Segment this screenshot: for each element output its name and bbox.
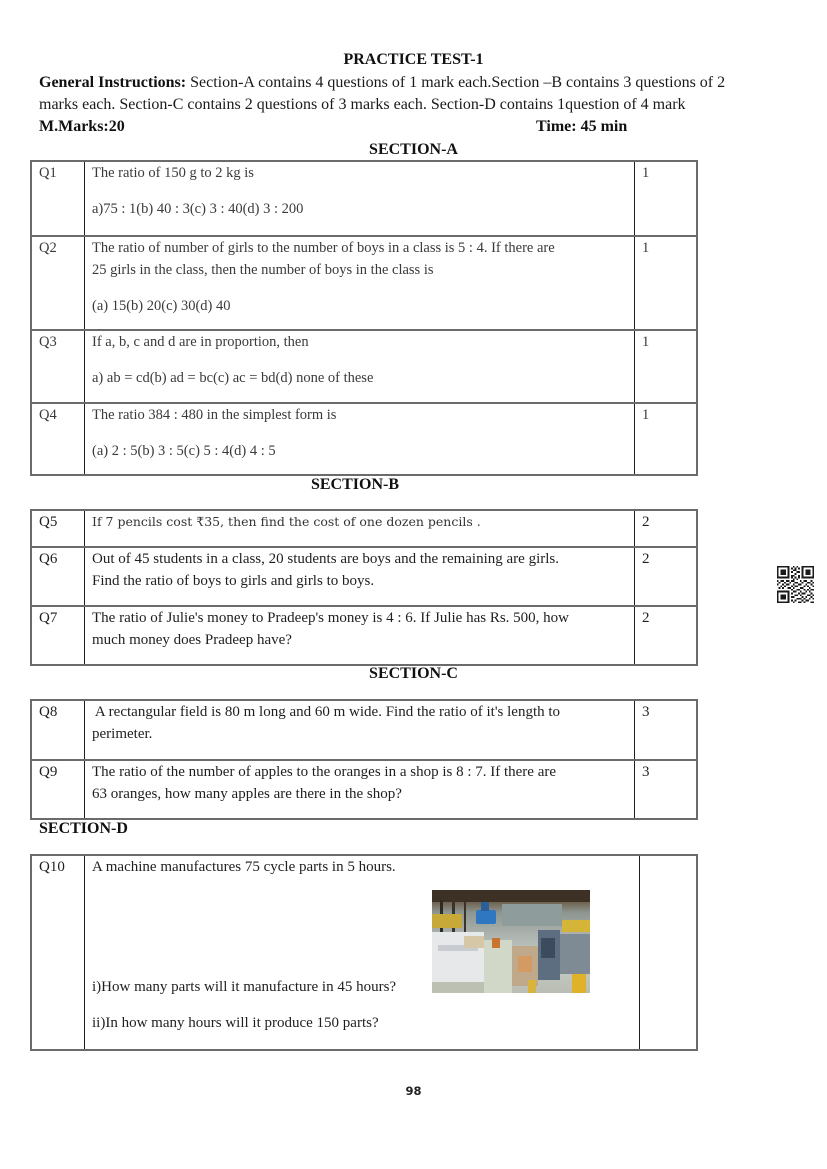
question-number: Q10 xyxy=(39,859,65,875)
question-body xyxy=(84,548,634,605)
question-marks xyxy=(639,856,696,1049)
question-text: The ratio of number of girls to the number of boys in a class is 5 : 4. If there are xyxy=(92,240,555,256)
page-number: 98 xyxy=(405,1084,422,1098)
sub-question-2: ii)In how many hours will it produce 150 parts? xyxy=(92,1015,379,1031)
question-row-q7 xyxy=(32,605,696,664)
question-body xyxy=(84,761,634,818)
question-row-q8 xyxy=(32,701,696,759)
question-marks: 3 xyxy=(634,761,696,818)
question-text: If a, b, c and d are in proportion, then xyxy=(92,334,309,350)
question-marks: 2 xyxy=(634,607,696,664)
question-number: Q7 xyxy=(39,610,58,626)
question-text: perimeter. xyxy=(92,726,153,742)
section-b-title: SECTION-B xyxy=(310,476,400,493)
section-d-table xyxy=(30,854,698,1051)
question-marks: 3 xyxy=(634,701,696,759)
question-number: Q8 xyxy=(39,704,58,720)
question-options: a) ab = cd(b) ad = bc(c) ac = bd(d) none of these xyxy=(92,370,374,386)
section-b-table xyxy=(30,509,698,666)
question-text: The ratio of the number of apples to the oranges in a shop is 8 : 7. If there are xyxy=(92,764,557,780)
question-row-q9 xyxy=(32,759,696,818)
sub-question-1: i)How many parts will it manufacture in 45 hours? xyxy=(92,979,397,995)
question-marks: 1 xyxy=(634,331,696,402)
question-row-q10 xyxy=(32,856,696,1049)
question-options: (a) 15(b) 20(c) 30(d) 40 xyxy=(92,298,231,314)
question-text: The ratio 384 : 480 in the simplest form is xyxy=(92,407,337,423)
question-body xyxy=(84,237,634,329)
section-c-title: SECTION-C xyxy=(369,665,458,682)
question-text: much money does Pradeep have? xyxy=(92,632,292,648)
question-marks: 2 xyxy=(634,511,696,546)
general-instructions-line-2: marks each. Section-C contains 2 questions of 3 marks each. Section-D contains 1question of 4 mark xyxy=(39,96,686,113)
question-text: 25 girls in the class, then the number of boys in the class is xyxy=(92,262,434,278)
question-row-q1 xyxy=(32,162,696,235)
qr-code-icon xyxy=(776,565,815,604)
section-c-table xyxy=(30,699,698,820)
time-limit: Time: 45 min xyxy=(536,118,628,135)
factory-photo xyxy=(432,890,590,993)
general-instructions-line-1 xyxy=(39,72,725,94)
question-text: The ratio of 150 g to 2 kg is xyxy=(92,165,254,181)
question-text: Find the ratio of boys to girls and girls to boys. xyxy=(92,573,375,589)
question-options: (a) 2 : 5(b) 3 : 5(c) 5 : 4(d) 4 : 5 xyxy=(92,443,276,459)
question-marks: 2 xyxy=(634,548,696,605)
question-row-q6 xyxy=(32,546,696,605)
question-marks: 1 xyxy=(634,162,696,235)
section-d-title: SECTION-D xyxy=(39,820,128,837)
question-number: Q9 xyxy=(39,764,58,780)
instructions-text-1: Section-A contains 4 questions of 1 mark each.Section –B contains 3 questions of 2 xyxy=(186,74,726,91)
question-row-q2 xyxy=(32,235,696,329)
question-row-q3 xyxy=(32,329,696,402)
question-row-q5 xyxy=(32,511,696,546)
question-body xyxy=(84,701,634,759)
section-a-table xyxy=(30,160,698,476)
question-number: Q6 xyxy=(39,551,58,567)
question-body xyxy=(84,162,634,235)
question-number: Q3 xyxy=(39,334,57,350)
question-text: A rectangular field is 80 m long and 60 m wide. Find the ratio of it's length to xyxy=(92,704,561,720)
max-marks: M.Marks:20 xyxy=(39,118,125,135)
question-body xyxy=(84,331,634,402)
question-text: The ratio of Julie's money to Pradeep's money is 4 : 6. If Julie has Rs. 500, how xyxy=(92,610,570,626)
question-text: 63 oranges, how many apples are there in the shop? xyxy=(92,786,402,802)
question-text: A machine manufactures 75 cycle parts in 5 hours. xyxy=(92,859,396,875)
question-marks: 1 xyxy=(634,404,696,474)
question-text: Out of 45 students in a class, 20 students are boys and the remaining are girls. xyxy=(92,551,559,567)
question-body xyxy=(84,856,639,1049)
question-number: Q5 xyxy=(39,514,58,530)
question-marks: 1 xyxy=(634,237,696,329)
page-title: PRACTICE TEST-1 xyxy=(343,51,484,68)
question-row-q4 xyxy=(32,402,696,474)
question-text: If 7 pencils cost ₹35, then find the cost of one dozen pencils . xyxy=(92,514,481,529)
question-number: Q2 xyxy=(39,240,57,256)
section-a-title: SECTION-A xyxy=(369,141,458,158)
question-options: a)75 : 1(b) 40 : 3(c) 3 : 40(d) 3 : 200 xyxy=(92,201,304,217)
instructions-label: General Instructions: xyxy=(39,74,187,91)
question-body xyxy=(84,607,634,664)
question-number: Q1 xyxy=(39,165,57,181)
question-number: Q4 xyxy=(39,407,57,423)
question-body xyxy=(84,511,634,546)
question-body xyxy=(84,404,634,474)
